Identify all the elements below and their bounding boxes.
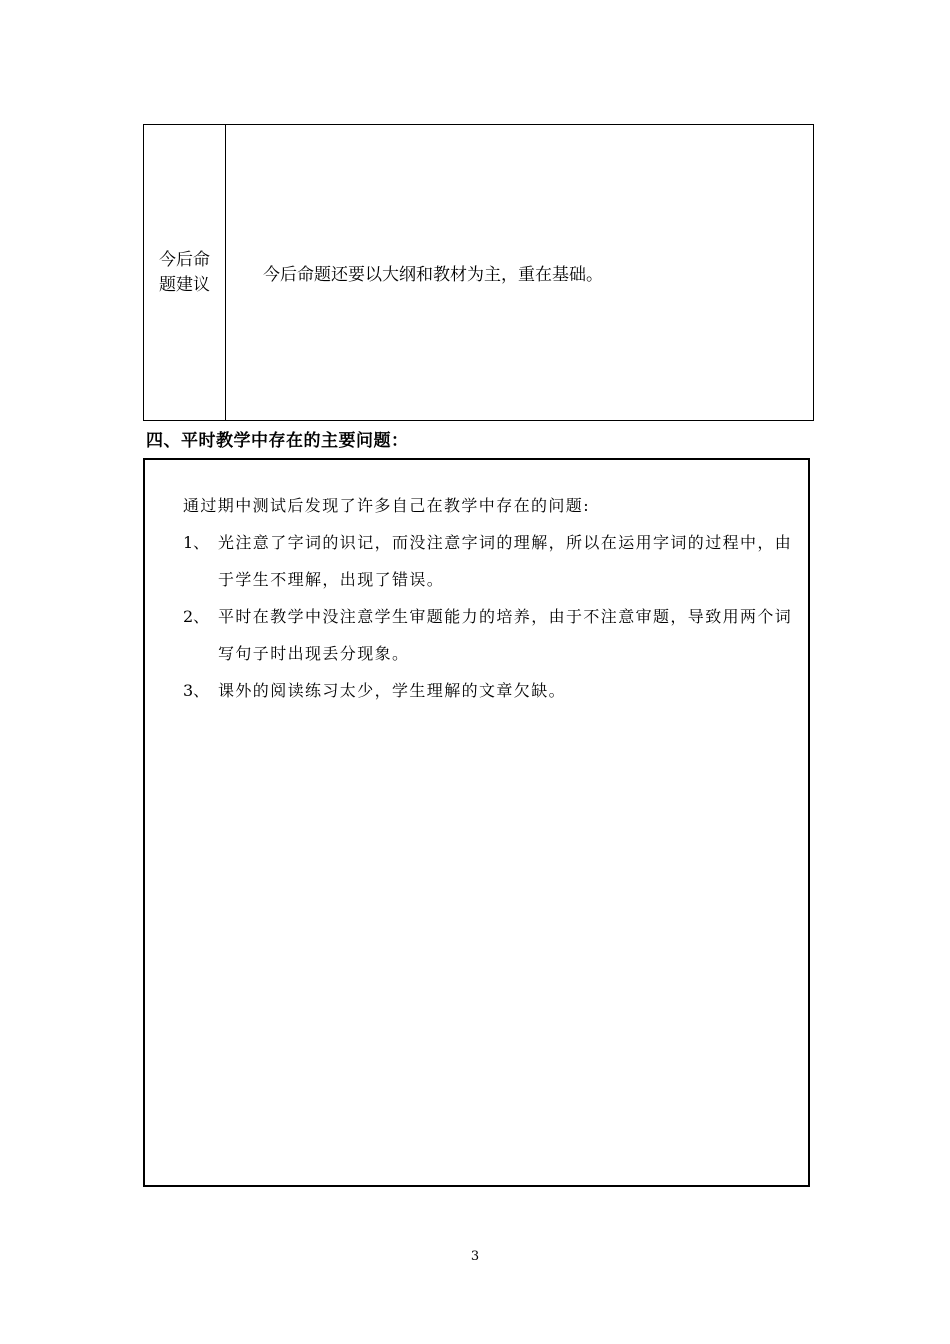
list-item <box>183 524 800 598</box>
section-heading: 四、平时教学中存在的主要问题： <box>146 431 409 451</box>
list-item-number: 1、 <box>183 533 210 552</box>
list-item-number: 2、 <box>183 607 210 626</box>
problems-box <box>143 458 810 1187</box>
list-item-text: 平时在教学中没注意学生审题能力的培养，由于不注意审题，导致用两个词写句子时出现丢分现象。 <box>218 607 793 663</box>
list-item-text: 光注意了字词的识记，而没注意字词的理解，所以在运用字词的过程中，由于学生不理解，出现了错误。 <box>218 533 793 589</box>
suggestion-label: 今后命题建议 <box>144 125 226 420</box>
list-item-text: 课外的阅读练习太少，学生理解的文章欠缺。 <box>218 681 567 700</box>
problems-intro: 通过期中测试后发现了许多自己在教学中存在的问题: <box>183 496 590 515</box>
page-number: 3 <box>470 1249 480 1264</box>
suggestion-table <box>143 124 814 421</box>
list-item <box>183 598 800 672</box>
list-item <box>183 672 800 709</box>
list-item-number: 3、 <box>183 681 210 700</box>
problems-content <box>183 487 800 709</box>
suggestion-content: 今后命题还要以大纲和教材为主，重在基础。 <box>263 265 603 285</box>
